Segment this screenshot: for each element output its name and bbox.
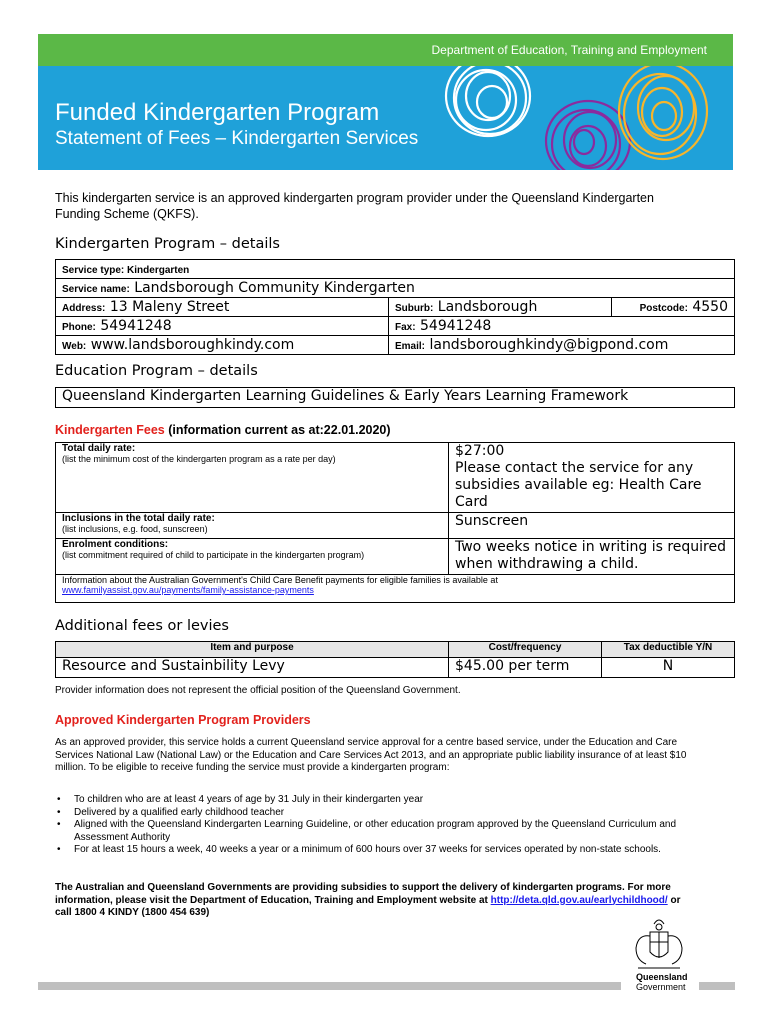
intro-text: This kindergarten service is an approved kindergarten program provider under the Queensland Kindergarten Funding Scheme (QKFS). <box>55 191 654 221</box>
scribble-circles-graphic <box>438 66 733 170</box>
address: 13 Maleny Street <box>109 299 230 315</box>
phone-cell: Phone: 54941248 <box>56 317 389 336</box>
fees-heading: Kindergarten Fees (information current as at:22.01.2020) <box>55 423 391 437</box>
list-item: • For at least 15 hours a week, 40 weeks a year or a minimum of 600 hours over 37 weeks for services operated by non-state schools. <box>55 844 715 857</box>
email-link[interactable]: landsboroughkindy@bigpond.com <box>429 337 669 353</box>
inclusions-value: Sunscreen <box>449 513 735 539</box>
fax: 54941248 <box>420 318 492 334</box>
enrolment-value: Two weeks notice in writing is required when withdrawing a child. <box>449 539 735 575</box>
levy-tax: N <box>602 658 735 678</box>
earlychildhood-link[interactable]: http://deta.qld.gov.au/earlychildhood/ <box>490 894 668 906</box>
footer-bar-right <box>699 982 735 990</box>
program-heading: Kindergarten Program – details <box>55 236 280 252</box>
col-cost-header: Cost/frequency <box>449 642 602 658</box>
list-item: • Delivered by a qualified early childhood teacher <box>55 807 715 820</box>
fees-table <box>55 442 735 603</box>
postcode-cell: Postcode: 4550 <box>612 298 735 317</box>
web-cell: Web: www.landsboroughkindy.com <box>56 336 389 355</box>
provider-disclaimer: Provider information does not represent the official position of the Queensland Government. <box>55 685 461 696</box>
program-details-table <box>55 259 735 355</box>
providers-heading: Approved Kindergarten Program Providers <box>55 713 311 727</box>
phone: 54941248 <box>100 318 172 334</box>
ccb-link[interactable]: www.familyassist.gov.au/payments/family-assistance-payments <box>62 585 314 595</box>
suburb: Landsborough <box>437 299 538 315</box>
table-row <box>56 658 735 678</box>
col-tax-header: Tax deductible Y/N <box>602 642 735 658</box>
page-title: Funded Kindergarten Program <box>55 99 380 126</box>
department-name: Department of Education, Training and Employment <box>431 43 707 57</box>
address-cell: Address: 13 Maleny Street <box>56 298 389 317</box>
col-item-header: Item and purpose <box>56 642 449 658</box>
page-subtitle: Statement of Fees – Kindergarten Services <box>55 128 419 149</box>
title-banner <box>38 66 733 170</box>
header-bar <box>38 34 733 66</box>
education-table <box>55 387 735 408</box>
qld-government-logo: Queensland Government <box>636 972 688 992</box>
list-item: • To children who are at least 4 years of age by 31 July in their kindergarten year <box>55 794 715 807</box>
additional-fees-table <box>55 641 735 678</box>
postcode: 4550 <box>692 299 728 315</box>
providers-list <box>55 794 715 857</box>
daily-rate-value: $27:00 Please contact the service for any subsidies available eg: Health Care Card <box>449 443 735 513</box>
suburb-cell: Suburb: Landsborough <box>389 298 612 317</box>
service-type-cell: Service type: Kindergarten <box>56 260 735 279</box>
service-name-cell: Service name: Landsborough Community Kindergarten <box>56 279 735 298</box>
daily-rate-label-cell: Total daily rate: (list the minimum cost of the kindergarten program as a rate per day) <box>56 443 449 513</box>
levy-item: Resource and Sustainbility Levy <box>56 658 449 678</box>
education-heading: Education Program – details <box>55 363 258 379</box>
service-name: Landsborough Community Kindergarten <box>134 280 415 296</box>
education-program-value: Queensland Kindergarten Learning Guidelines & Early Years Learning Framework <box>56 388 735 408</box>
providers-paragraph: As an approved provider, this service holds a current Queensland service approval for a centre based service, under the Education and Care Services National Law (National Law) or the Education and Care Services Act 2013, and an appropriate public liability insurance of at least $10 million. To be eligible to receive funding the service must provide a kindergarten program: <box>55 737 687 773</box>
footer-bar <box>38 982 621 990</box>
additional-heading: Additional fees or levies <box>55 618 229 634</box>
email-cell: Email: landsboroughkindy@bigpond.com <box>389 336 735 355</box>
inclusions-label-cell: Inclusions in the total daily rate: (list inclusions, e.g. food, sunscreen) <box>56 513 449 539</box>
web-link[interactable]: www.landsboroughkindy.com <box>90 337 295 353</box>
ccb-info-cell: Information about the Australian Government's Child Care Benefit payments for eligible families is available at www.familyassist.gov.au/payments/family-assistance-payments <box>56 575 735 603</box>
list-item: • Aligned with the Queensland Kindergarten Learning Guideline, or other education program approved by the Queensland Curriculum and Assessment Authority <box>55 819 715 844</box>
fax-cell: Fax: 54941248 <box>389 317 735 336</box>
closing-text: The Australian and Queensland Governments are providing subsidies to support the delivery of kindergarten programs. For more information, please visit the Department of Education, Training and Employment website at http://deta.qld.gov.au/earlychildhood/ or call 1800 4 KINDY (1800 454 639) <box>55 882 681 918</box>
enrolment-label-cell: Enrolment conditions: (list commitment required of child to participate in the kindergarten program) <box>56 539 449 575</box>
levy-cost: $45.00 per term <box>449 658 602 678</box>
